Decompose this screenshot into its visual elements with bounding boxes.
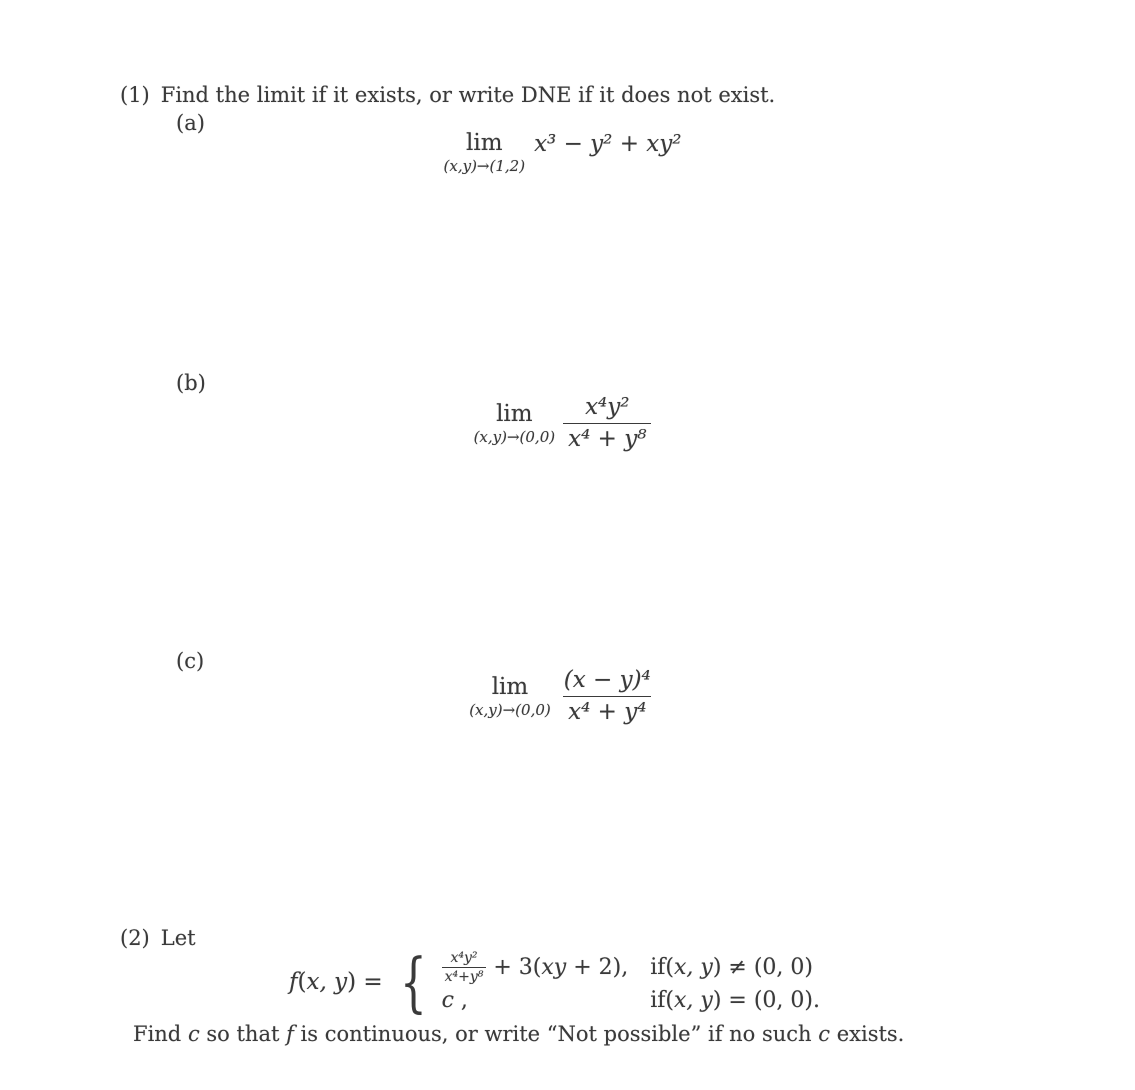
lim-word: lim [466, 130, 503, 156]
lim-word: lim [496, 401, 533, 428]
limit-operator-a [444, 131, 526, 174]
fraction-numerator: x⁴y² [585, 394, 630, 420]
problem-2-heading [120, 926, 196, 950]
case-1-fraction [442, 950, 487, 985]
fraction-b [563, 395, 651, 453]
part-b-label: (b) [176, 371, 206, 395]
cases-grid [442, 950, 820, 1013]
problem-2-outro: Find c so that f is continuous, or write “Not possible” if no such c exists. [133, 1022, 905, 1046]
fraction-c [559, 668, 656, 726]
limit-formula-c [0, 668, 1135, 726]
problem-2-intro: Let [160, 926, 196, 950]
case-1-expression [442, 950, 629, 985]
case-1-tail: + 3(xy + 2), [493, 955, 629, 981]
lim-subscript: (x,y)→(0,0) [469, 701, 551, 720]
fraction-numerator: x⁴y² [450, 950, 478, 966]
lim-word: lim [491, 674, 529, 701]
case-2-value: c , [441, 988, 468, 1014]
lim-subscript: (x,y)→(0,0) [473, 428, 556, 447]
case-1-condition: if(x, y) ≠ (0, 0) [650, 955, 813, 981]
fraction-denominator: x⁴ + y⁸ [563, 423, 651, 452]
fraction-denominator: x⁴ + y⁴ [563, 696, 651, 725]
problem-1-number: (1) [120, 83, 150, 107]
problem-1-heading [120, 83, 775, 107]
limit-expression-a: x³ − y² + xy² [534, 131, 682, 157]
function-lhs: f(x, y) = [289, 968, 383, 995]
limit-formula-a [0, 131, 1135, 174]
fraction-numerator: (x − y)⁴ [563, 667, 651, 693]
limit-operator-c [469, 675, 551, 718]
limit-operator-b [474, 402, 556, 445]
problem-2-number: (2) [120, 926, 150, 950]
case-2-condition: if(x, y) = (0, 0). [650, 988, 820, 1014]
part-a-label: (a) [176, 111, 205, 135]
left-brace: { [399, 943, 427, 1020]
fraction-denominator: x⁴+y⁸ [442, 967, 487, 985]
piecewise-definition [0, 943, 1135, 1020]
limit-formula-b [0, 395, 1135, 453]
lim-subscript: (x,y)→(1,2) [443, 157, 526, 176]
problem-1-prompt: Find the limit if it exists, or write DNE if it does not exist. [160, 83, 776, 107]
part-c-label: (c) [176, 649, 205, 673]
